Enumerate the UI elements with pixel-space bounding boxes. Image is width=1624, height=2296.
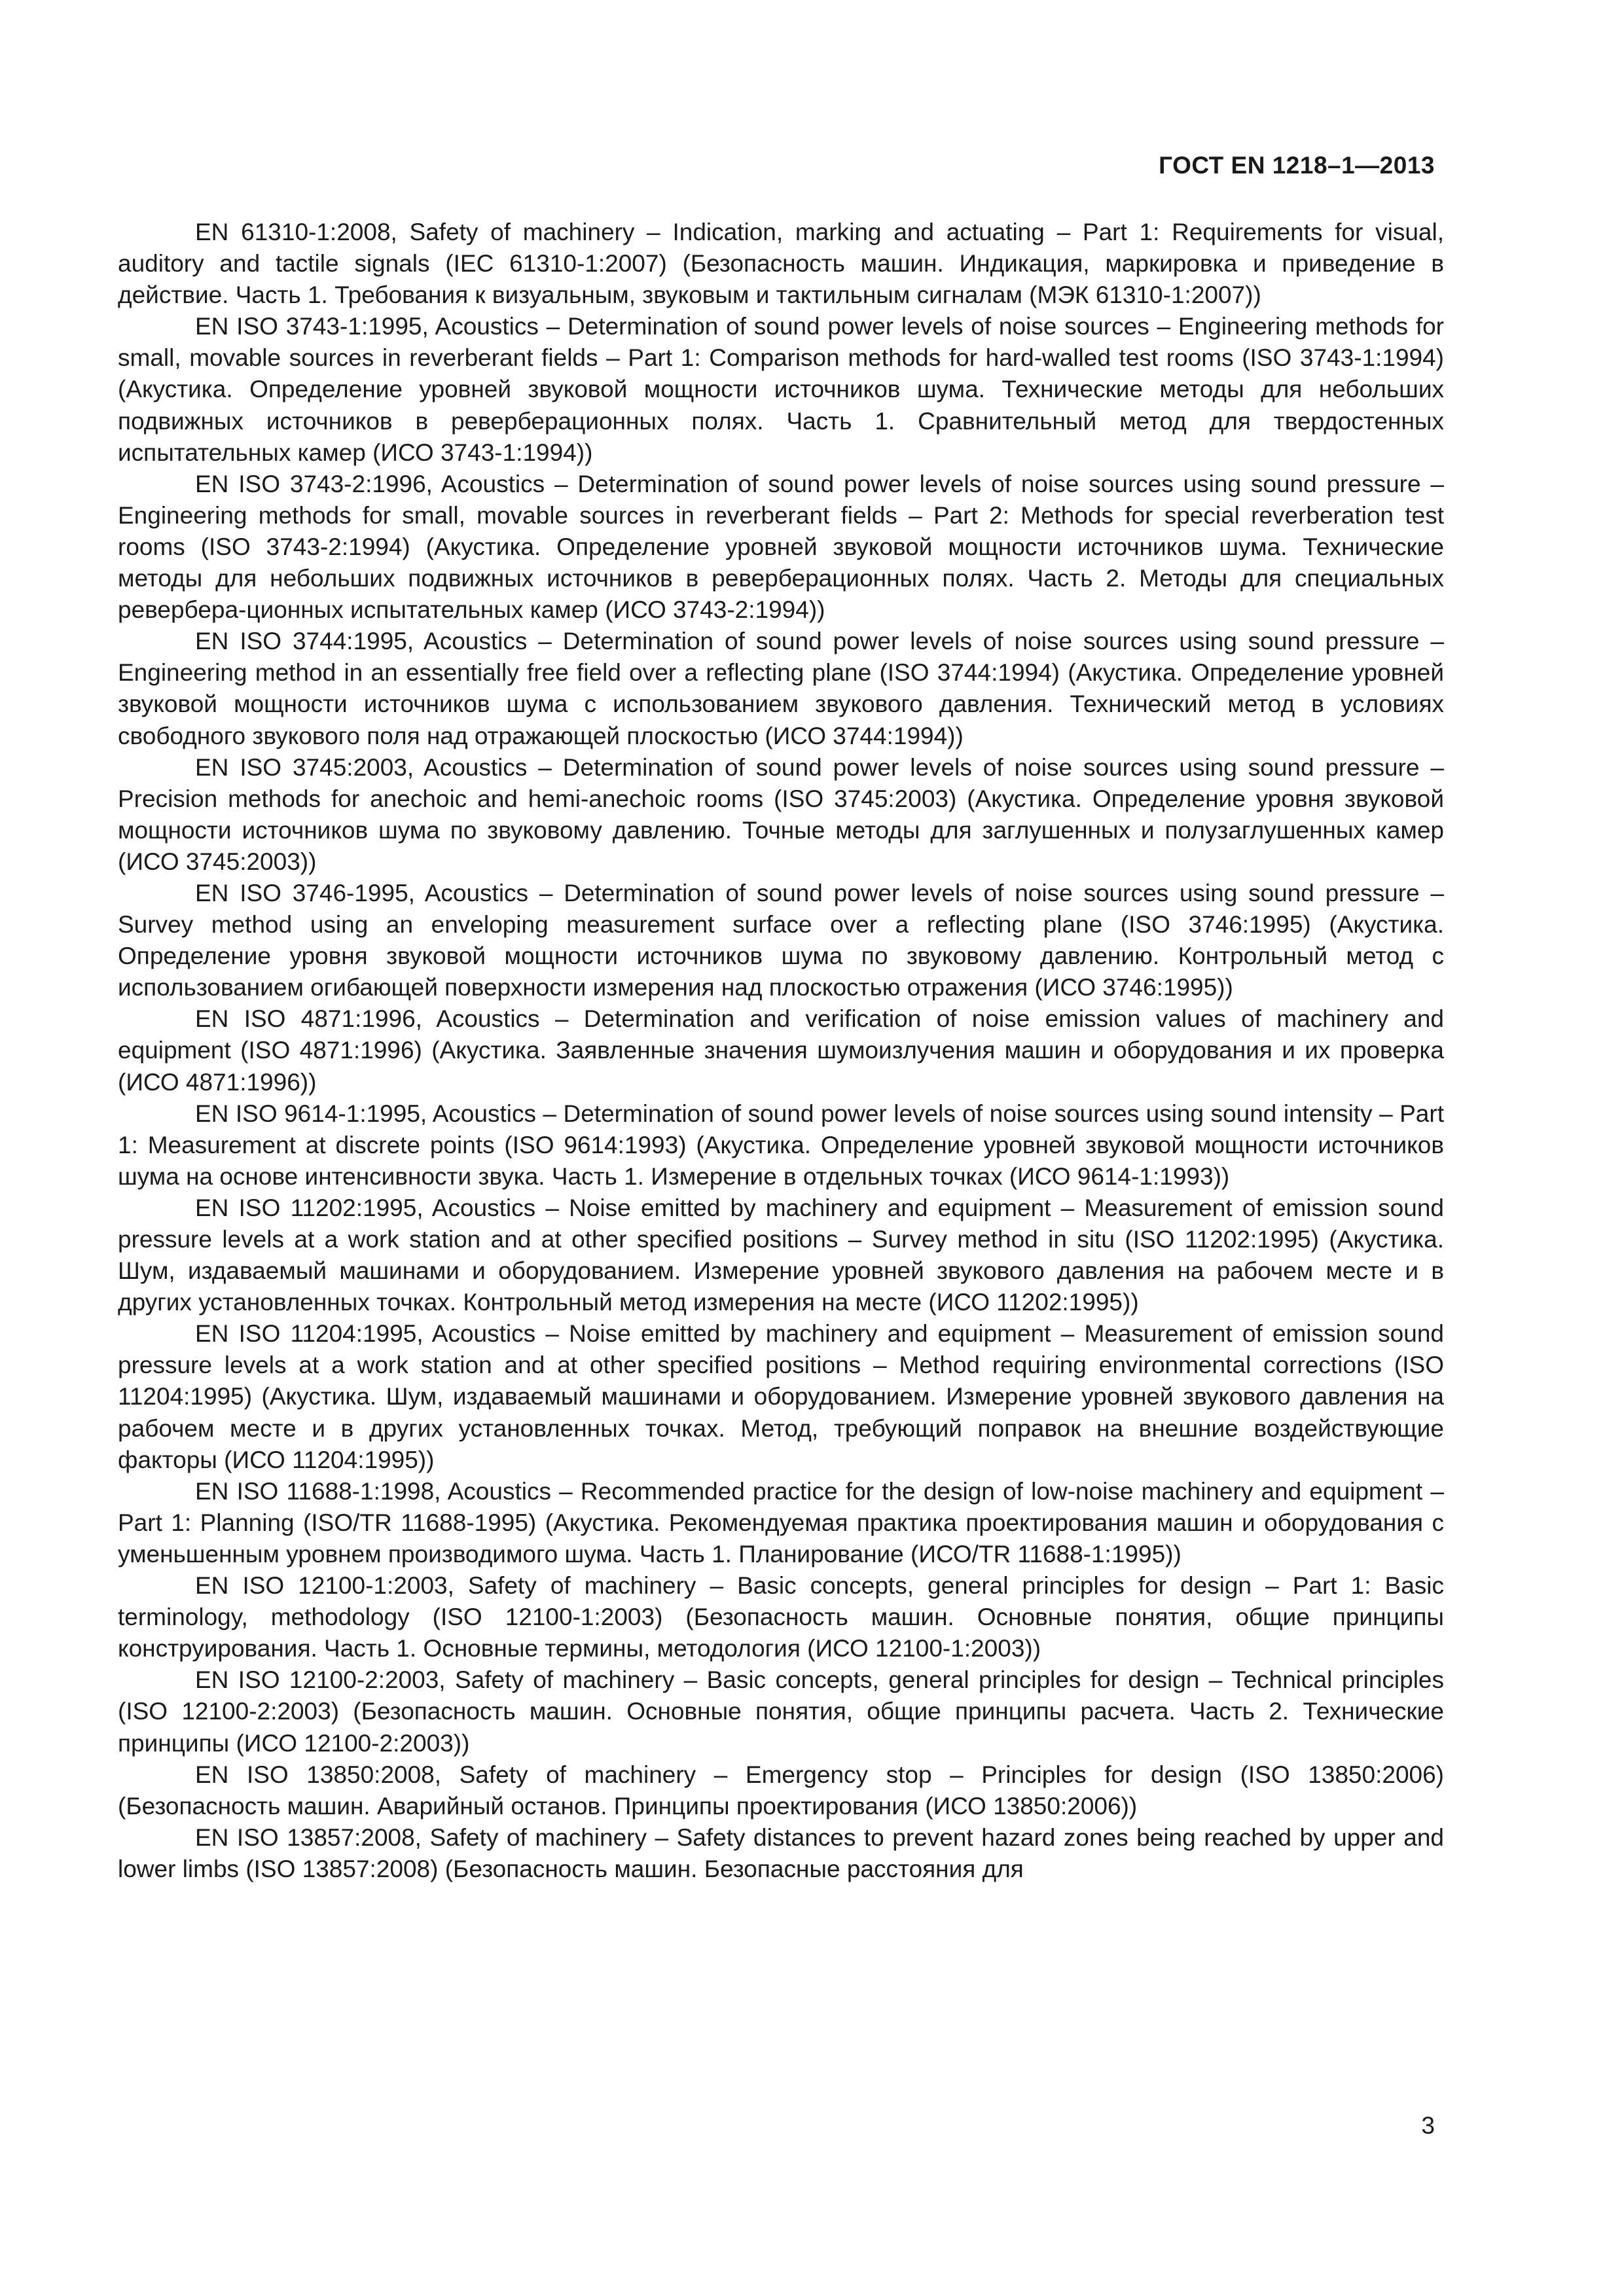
reference-paragraph: EN ISO 12100-2:2003, Safety of machinery – Basic concepts, general principles for design – Technical principles (ISO 12100-2:2003) (Безопасность машин. Основные понятия, общие принципы расчета. Часть 2. Технические принципы (ИСО 12100-2:2003)) (118, 1666, 1444, 1757)
reference-paragraph: EN ISO 12100-1:2003, Safety of machinery – Basic concepts, general principles for design – Part 1: Basic terminology, methodology (ISO 12100-1:2003) (Безопасность машин. Основные понятия, общие принципы конструирования. Часть 1. Основные термины, методология (ИСО 12100-1:2003)) (118, 1572, 1444, 1662)
reference-paragraph: EN ISO 11204:1995, Acoustics – Noise emitted by machinery and equipment – Measurement of emission sound pressure levels at a work station and at other specified positions – Method requiring environmental corrections (ISO 11204:1995) (Акустика. Шум, издаваемый машинами и оборудованием. Измерение уровней звукового давления на рабочем месте и в других установленных точках. Метод, требующий поправок на внешние воздействующие факторы (ИСО 11204:1995)) (118, 1320, 1444, 1473)
page-number: 3 (1421, 2112, 1435, 2139)
reference-paragraph: EN ISO 3746-1995, Acoustics – Determination of sound power levels of noise sources using sound pressure – Survey method using an enveloping measurement surface over a reflecting plane (ISO 3746:1995) (Акустика. Определение уровня звуковой мощности источников шума по звуковому давлению. Контрольный метод с использованием огибающей поверхности измерения над плоскостью отражения (ИСО 3746:1995)) (118, 879, 1444, 1001)
reference-paragraph: EN ISO 13857:2008, Safety of machinery – Safety distances to prevent hazard zones being reached by upper and lower limbs (ISO 13857:2008) (Безопасность машин. Безопасные расстояния для (118, 1823, 1444, 1882)
normative-references-list (118, 217, 1444, 1885)
reference-paragraph: EN ISO 3744:1995, Acoustics – Determination of sound power levels of noise sources using sound pressure – Engineering method in an essentially free field over a reflecting plane (ISO 3744:1994) (Акустика. Определение уровней звуковой мощности источников шума с использованием звукового давления. Технический метод в условиях свободного звукового поля над отражающей плоскостью (ИСО 3744:1994)) (118, 628, 1444, 749)
reference-paragraph: EN ISO 3745:2003, Acoustics – Determination of sound power levels of noise sources using sound pressure – Precision methods for anechoic and hemi-anechoic rooms (ISO 3745:2003) (Акустика. Определение уровня звуковой мощности источников шума по звуковому давлению. Точные методы для заглушенных и полузаглушенных камер (ИСО 3745:2003)) (118, 753, 1444, 875)
reference-paragraph: EN ISO 4871:1996, Acoustics – Determination and verification of noise emission values of machinery and equipment (ISO 4871:1996) (Акустика. Заявленные значения шумоизлучения машин и оборудования и их проверка (ИСО 4871:1996)) (118, 1005, 1444, 1096)
reference-paragraph: EN ISO 3743-1:1995, Acoustics – Determination of sound power levels of noise sources – Engineering methods for small, movable sources in reverberant fields – Part 1: Comparison methods for hard-walled test rooms (ISO 3743-1:1994) (Акустика. Определение уровней звуковой мощности источников шума. Технические методы для небольших подвижных источников в реверберационных полях. Часть 1. Сравнительный метод для твердостенных испытательных камер (ИСО 3743-1:1994)) (118, 313, 1444, 466)
document-code-header: ГОСТ EN 1218–1—2013 (1159, 152, 1435, 179)
reference-paragraph: EN ISO 11688-1:1998, Acoustics – Recommended practice for the design of low-noise machinery and equipment – Part 1: Planning (ISO/TR 11688-1995) (Акустика. Рекомендуемая практика проектирования машин и оборудования с уменьшенным уровнем производимого шума. Часть 1. Планирование (ИСО/TR 11688-1:1995)) (118, 1477, 1444, 1568)
reference-paragraph: EN 61310-1:2008, Safety of machinery – Indication, marking and actuating – Part 1: Requirements for visual, auditory and tactile signals (IEC 61310-1:2007) (Безопасность машин. Индикация, маркировка и приведение в действие. Часть 1. Требования к визуальным, звуковым и тактильным сигналам (МЭК 61310-1:2007)) (118, 219, 1444, 309)
reference-paragraph: EN ISO 13850:2008, Safety of machinery – Emergency stop – Principles for design (ISO 13850:2006) (Безопасность машин. Аварийный останов. Принципы проектирования (ИСО 13850:2006)) (118, 1761, 1444, 1820)
reference-paragraph: EN ISO 3743-2:1996, Acoustics – Determination of sound power levels of noise sources using sound pressure – Engineering methods for small, movable sources in reverberant fields – Part 2: Methods for special reverberation test rooms (ISO 3743-2:1994) (Акустика. Определение уровней звуковой мощности источников шума. Технические методы для небольших подвижных источников в реверберационных полях. Часть 2. Методы для специальных ревербера-ционных испытательных камер (ИСО 3743-2:1994)) (118, 470, 1444, 624)
reference-paragraph: EN ISO 11202:1995, Acoustics – Noise emitted by machinery and equipment – Measurement of emission sound pressure levels at a work station and at other specified positions – Survey method in situ (ISO 11202:1995) (Акустика. Шум, издаваемый машинами и оборудованием. Измерение уровней звукового давления на рабочем месте и в других установленных точках. Контрольный метод измерения на месте (ИСО 11202:1995)) (118, 1194, 1444, 1316)
reference-paragraph: EN ISO 9614-1:1995, Acoustics – Determination of sound power levels of noise sources using sound intensity – Part 1: Measurement at discrete points (ISO 9614:1993) (Акустика. Определение уровней звуковой мощности источников шума на основе интенсивности звука. Часть 1. Измерение в отдельных точках (ИСО 9614-1:1993)) (118, 1100, 1444, 1190)
